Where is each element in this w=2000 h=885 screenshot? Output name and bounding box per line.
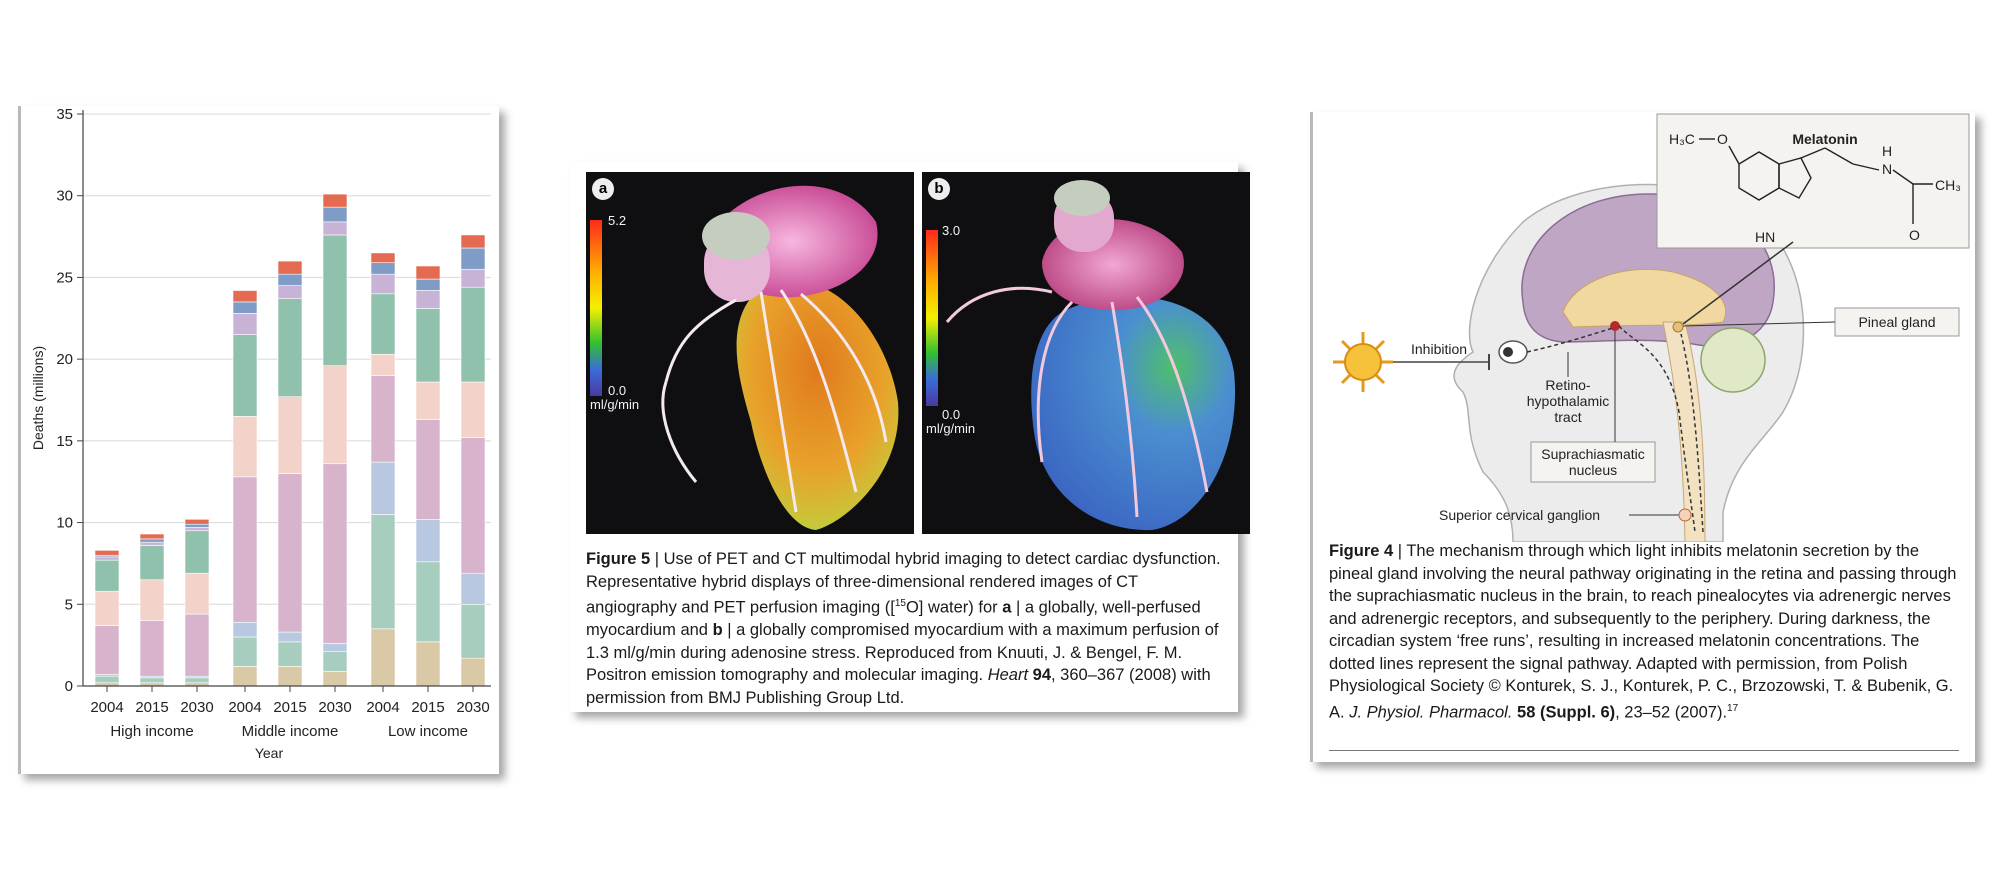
bar-segment [461,287,485,382]
bar-segment [323,671,347,686]
figure5-caption-s6: , 360–367 (2008) with permission from BMJ Publishing Group Ltd. [586,666,1211,707]
bar-segment [185,531,209,573]
scg-dot [1679,509,1691,521]
bar-segment [371,354,395,375]
bar-segment [185,573,209,614]
bar-segment [140,621,164,677]
x-group-label: Low income [387,723,469,740]
bar-segment [416,642,440,686]
bar-segment [461,235,485,248]
bar-segment [323,222,347,235]
x-tick-label: 2030 [180,699,214,716]
heart-render-a [586,172,914,534]
figure4-caption-volume: 58 (Suppl. 6) [1517,703,1616,721]
melatonin-title: Melatonin [1792,131,1858,147]
rht-label-2: hypothalamic [1526,393,1610,409]
figure5-caption-s2: O] water) for [905,598,1003,617]
heart-image-b [922,172,1250,534]
bar-segment [323,235,347,366]
figure4-caption [1329,540,1965,724]
melatonin-pathway-diagram [1313,112,1975,542]
colorbar-b-max: 3.0 [942,223,961,238]
figure5-caption-s1: | Use of PET and CT multimodal hybrid imaging to detect cardiac dysfunction. Representative hybrid displays of three-dimensional rendered images of CT angiography and PET perfusion imaging ([ [586,550,1221,617]
pineal-gland-label: Pineal gland [1858,314,1936,330]
chem-hn: HN [1755,229,1776,245]
bar-segment [278,474,302,633]
scn-label-1: Suprachiasmatic [1541,446,1645,462]
figure4-caption-s1: | The mechanism through which light inhibits melatonin secretion by the pineal gland involving the neural pathway originating in the retina and passing through the suprachiasmatic nucleus in the brain, to reach pinealocytes via adrenergic nerves and adrenergic receptors, and subsequently to the periphery. During darkness, the circadian system ‘free runs’, resulting in increased melatonin concentrations. The dotted lines represent the signal pathway. Adapted with permission, from Polish Physiological Society © Konturek, S. J., Konturek, P. C., Brzozowski, T. & Bubenik, G. A. [1329,542,1957,721]
figure5-caption-label: Figure 5 [586,550,651,568]
bar-segment [371,294,395,354]
pupil [1503,347,1513,357]
aorta-opening-a [702,212,770,260]
heart-render-b [922,172,1250,534]
bar-segment [95,550,119,555]
bar-segment [185,524,209,527]
bar-segment [323,464,347,644]
y-tick-label: 10 [56,514,73,532]
colorbar-a-unit: ml/g/min [590,397,640,412]
y-tick-label: 25 [56,269,73,287]
bar-segment [278,397,302,474]
bar-segment [278,632,302,642]
bar-segment [416,291,440,309]
figure5-panel [570,162,1238,712]
figure5-caption-b: b [712,621,723,639]
figure5-caption-s4: | a globally compromised myocardium with a maximum perfusion of 1.3 ml/g/min during adenosine stress. Reproduced from Knuuti, J. & Bengel, F. M. Positron emission tomography and molecular imaging. [586,621,1219,684]
bar-segment [185,678,209,683]
cerebellum [1701,328,1765,392]
panel-label-b: b [928,178,950,200]
figure5-caption-journal: Heart [987,666,1029,684]
myocardium-a [737,280,899,530]
bar-segment [461,658,485,686]
figure5-caption-sup: 15 [894,598,906,609]
bar-segment [416,266,440,279]
chem-ch3: CH₃ [1935,177,1961,193]
bar-segment [140,539,164,542]
bar-segment [233,302,257,313]
figure5-caption-a: a [1002,598,1012,617]
y-axis-title: Deaths (millions) [30,345,46,451]
bar-segment [185,527,209,530]
bar-segment [416,562,440,642]
figure4-bottom-rule [1329,750,1959,751]
bar-segment [140,678,164,683]
bar-segment [371,629,395,686]
bar-segment [323,644,347,652]
y-tick-label: 20 [56,351,73,369]
bar-segment [140,580,164,621]
bar-segment [371,263,395,274]
x-axis-title: Year [254,745,284,761]
bar-segment [95,626,119,675]
chem-o2: O [1909,227,1920,243]
scg-label: Superior cervical ganglion [1439,507,1601,523]
panel-label-a: a [592,178,614,200]
chart-bars [95,194,485,686]
colorbar-b-min: 0.0 [942,407,961,422]
x-tick-label: 2004 [366,699,400,716]
chem-n: N [1882,161,1893,177]
x-tick-label: 2004 [90,699,124,716]
figure4-caption-journal: J. Physiol. Pharmacol. [1349,703,1513,721]
x-tick-label: 2030 [318,699,352,716]
bar-segment [95,557,119,560]
bar-segment [233,622,257,637]
x-tick-label: 2015 [273,699,307,716]
x-group-labels [110,723,468,740]
bar-segment [95,676,119,683]
bar-segment [323,207,347,222]
bar-segment [95,560,119,591]
bar-segment [278,642,302,667]
bar-segment [323,652,347,672]
bar-segment [461,604,485,658]
bar-segment [140,542,164,545]
bar-segment [278,299,302,397]
bar-segment [416,308,440,382]
bar-segment [323,366,347,464]
deaths-bar-chart [21,106,499,774]
x-tick-label: 2015 [411,699,445,716]
x-tick-labels [90,686,489,716]
colorbar-a [590,220,602,396]
figure4-panel [1310,112,1975,762]
bar-segment [416,519,440,561]
rht-label-1: Retino- [1545,377,1591,393]
bar-segment [323,194,347,207]
bar-segment [371,253,395,263]
bar-segment [461,269,485,287]
heart-image-a [586,172,914,534]
y-tick-label: 5 [64,596,73,614]
bar-segment [416,279,440,290]
figure4-caption-s3: , 23–52 (2007). [1615,703,1728,721]
bar-segment [140,545,164,579]
bar-segment [233,477,257,622]
x-tick-label: 2015 [135,699,169,716]
bar-segment [278,286,302,299]
y-tick-label: 0 [64,678,73,695]
bar-segment [233,666,257,686]
bar-segment [95,591,119,625]
bar-segment [461,438,485,574]
x-tick-label: 2030 [456,699,490,716]
colorbar-a-max: 5.2 [608,213,627,228]
bar-segment [461,573,485,604]
bar-segment [185,519,209,524]
bar-segment [185,614,209,676]
bar-segment [371,462,395,514]
figure4-caption-ref: 17 [1727,702,1739,714]
bar-segment [278,274,302,285]
figure5-caption [586,548,1226,709]
bar-segment [416,382,440,420]
colorbar-b-unit: ml/g/min [926,421,976,436]
sun-icon [1333,332,1393,392]
x-group-label: High income [110,723,194,740]
y-tick-label: 15 [56,432,73,450]
y-tick-label: 35 [56,106,73,123]
y-tick-label: 30 [56,187,73,205]
bar-segment [233,637,257,666]
bar-segment [278,261,302,274]
bar-segment [278,666,302,686]
chem-o: O [1717,131,1728,147]
x-tick-label: 2004 [228,699,262,716]
chem-h3c: H₃C [1669,131,1695,147]
colorbar-b [926,230,938,406]
bar-segment [233,416,257,476]
bar-segment [371,514,395,628]
figure4-caption-label: Figure 4 [1329,542,1394,560]
bar-segment [371,375,395,462]
colorbar-a-min: 0.0 [608,383,627,398]
bar-segment [233,313,257,334]
myocardium-b [1031,296,1235,530]
chem-h: H [1882,143,1893,159]
x-group-label: Middle income [241,723,339,740]
bar-segment [233,291,257,302]
bar-segment [416,420,440,520]
bar-segment [461,382,485,438]
bar-segment [371,274,395,294]
deaths-bar-chart-panel [18,106,499,774]
inhibition-label: Inhibition [1411,341,1468,357]
y-tick-labels [56,106,83,695]
rht-label-3: tract [1554,409,1582,425]
pineal-gland-dot [1673,322,1683,332]
figure5-caption-volume: 94 [1032,666,1052,684]
bar-segment [461,248,485,269]
scn-dot [1610,321,1620,331]
bar-segment [140,534,164,539]
figure5-caption-s3: | a globally, well-perfused myocardium and [586,598,1201,639]
bar-segment [233,335,257,417]
aorta-opening-b [1054,180,1110,216]
scn-label-2: nucleus [1568,462,1618,478]
